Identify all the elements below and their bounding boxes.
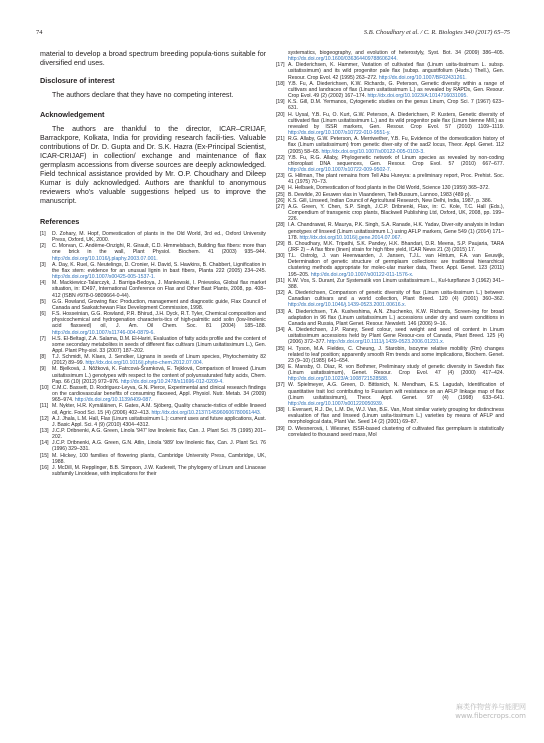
reference-text: K.S. Gill, Linseed, Indian Council of Agricultural Research, New Delhi, India, 1987, p. 386. <box>288 197 493 204</box>
references-list-left <box>40 231 266 477</box>
reference-number: [3] <box>40 261 46 268</box>
reference-number: [10] <box>40 384 49 391</box>
reference-number: [32] <box>276 290 285 297</box>
reference-text: Y.B. Fu, A. Diederichsen, K.W. Richards, G. Peterson, Genetic diversity within a range of cultivars and landraces of flax (Linum usitatissimum L.) as revealed by RAPDs, Gen. Resour. Crop Evol. 49 (2) (2002) 167–174. <box>288 80 504 100</box>
reference-text: A. Diederichsen, K. Hammer, Variation of cultivated flax (Linum usita-tissimum L. subsp. usitatissimum) and its wild progenitor pale flax (subsp. angustifolium (Huds.) Thell.), Gen. Resour. Crop Evol. 42 (1995) 263–272. <box>288 62 504 81</box>
reference-text: A.J. Jhala, L.M. Hall, Flax (Linum usitatissimum L.): current uses and future applications, Aust. J. Basic Appl. Sci. 4 (9) (2010) 4304–4312. <box>52 415 266 428</box>
reference-item <box>40 366 266 384</box>
running-header <box>36 29 510 39</box>
reference-item <box>276 99 504 111</box>
reference-item <box>276 112 504 137</box>
reference-item <box>40 336 266 354</box>
reference-number: [17] <box>276 62 285 69</box>
reference-item <box>276 346 504 364</box>
reference-item <box>276 50 504 62</box>
reference-item <box>276 173 504 185</box>
reference-doi-link[interactable]: http://dx.doi.org/10.1023/A:1008721528588. <box>288 376 389 383</box>
reference-text: F.S. Hosseinian, G.G. Rowland, P.R. Bhirud, J.H. Dyck, R.T. Tyler, Chemical composition and physicochemical and hydrogenation characteris-tics of high-palmitic acid solin (low-linolenic acid flaxseed) oil, J. Am. Oil Chem. Soc. 81 (2004) 185–188. <box>52 311 266 330</box>
reference-text: Y.B. Fu, R.G. Allaby, Phylogenetic network of Linum species as revealed by non-coding chloroplast DNA sequences, Gen. Resour. Crop Evol. 57 (2010) 667–677. <box>288 154 504 167</box>
reference-text: A. Diederichsen, T.A. Kusheshima, A.N. Zhuchenko, K.W. Richards, Screen-ing for broad adaptation in 96 flax (Linum usitatissimum L.) accessions under dry and warm conditions in Canada and Russia, Plant Genet. Resour. Newslett. 146 (2006) 9–16. <box>288 308 504 327</box>
reference-number: [28] <box>276 222 285 229</box>
reference-doi-link[interactable]: http://dx.doi.org/10.1007/s11746-004-0879-6. <box>52 329 155 336</box>
reference-number: [4] <box>40 280 46 287</box>
reference-text: C.M.C. Bassett, D. Rodriguez-Leyva, G.N. Pierce, Experimental and clinical research findings on the cardiovascular benefits of consuming flaxseed, Appl. Physiol. Nutr. Metab. 34 (2009) 965–974. <box>52 384 266 404</box>
reference-number: [31] <box>276 277 285 284</box>
reference-text: M. Hickey, 100 families of flowering plants, Cambridge University Press, Cambridge, UK, 1988. <box>52 452 266 465</box>
reference-text: H. Tyson, M.A. Fieldes, C. Cheung, J. Starobin, Isozyme relative mobility (Rm) changes related to leaf position; apparently smooth Rm trends and some implications, Biochem. Genet. 23 (9–10) (1985) 641–654. <box>288 345 504 364</box>
reference-text: T.J. Schmidt, M. Klaes, J. Sendker, Lignans in seeds of Linum species, Phytochemistry 82 (2012) 89–99. <box>52 354 266 367</box>
reference-number: [26] <box>276 197 285 204</box>
reference-text: A.G. Green, Y. Chen, S.P. Singh, J.C.P. Dribnenki, Flax, in: C. Kole, T.C. Hall (Eds.), Compendium of transgenic crop plants, Blackwell Publishing Ltd, Oxford, UK, 2008, pp. 199–226. <box>288 203 504 223</box>
reference-number: [14] <box>40 440 49 447</box>
reference-item <box>276 327 504 345</box>
reference-number: [19] <box>276 99 285 106</box>
reference-item <box>276 136 504 154</box>
reference-item <box>40 403 266 415</box>
reference-item <box>276 382 504 407</box>
references-list-right <box>276 50 504 438</box>
reference-item <box>276 278 504 290</box>
reference-number: [11] <box>40 403 49 410</box>
reference-doi-link[interactable]: http://dx.doi.org/10.1007/s10722-009-9502-7. <box>288 166 392 173</box>
reference-text: A. Day, K. Ruel, G. Neutelings, D. Cronier, H. David, S. Hawkins, B. Chabbert, Lignification in the flax stem: evidence for an unusual lignin in bast fibers, Planta 222 (2005) 234–245. <box>52 261 266 274</box>
reference-number: [6] <box>40 311 46 318</box>
reference-text: A. Diederichsen, Comparison of genetic diversity of flax (Linum usita-tissimum L.) between Canadian cultivars and a world collection, Plant Breed. 120 (4) (2001) 360–362. <box>288 290 504 303</box>
reference-item <box>40 440 266 452</box>
reference-item <box>276 290 504 308</box>
reference-doi-link[interactable]: http://dx.doi.org/10.1007/s10722-010-9551-y. <box>288 130 391 137</box>
reference-number: [24] <box>276 185 285 192</box>
reference-text: H. Uysal, Y.B. Fu, O. Kurt, G.W. Peterson, A. Diederichsen, P. Kusters, Genetic diversity of cultivated flax (Linum usitatissimum L.) and its wild progenitor pale flax (Linum bienne Mill.) as revealed by ISSR markers, Gen. Resour. Crop Evol. 57 (2010) 1109–1119. <box>288 111 504 130</box>
reference-doi-link[interactable]: http://dx.doi.org/10.1016/j.plaphy.2003.07.001. <box>52 255 158 262</box>
reference-item <box>40 243 266 261</box>
reference-doi-link[interactable]: http://dx.doi.org/10.1007/s00122-011-1576-x. <box>310 271 414 278</box>
reference-text: J. McDill, M. Repplinger, B.B. Simpson, J.W. Kadereit, The phylogeny of Linum and Linaceae subfamily Linoideae, with implications for their <box>52 464 266 478</box>
reference-text: G. Hillman, The plant remains from Tell Abu Hureyra: a preliminary report, Proc. Prehist. Soc. 41 (1975) 70–73. <box>288 173 504 186</box>
reference-item <box>276 426 504 438</box>
reference-number: [16] <box>40 464 49 471</box>
reference-text: G.G. Rowland, Growing flax: Production, management and diagnostic guide, Flax Council of Canada and Saskatchewan Flax Development Commission, 1998. <box>52 298 266 311</box>
reference-item <box>40 280 266 298</box>
reference-item <box>40 354 266 366</box>
reference-text: C. Morvan, C. Andème-Onzighi, R. Girault, C.D. Himmelsbach, Building flax fibers: more than one brick in the wall, Plant Physiol. Biochem. 41 (2003) 935–944. <box>52 243 266 256</box>
reference-text: B. Choudhary, M.K. Tripathi, S.K. Pandey, H.K. Bhandari, D.R. Meena, S.P. Paujaria, TARA (JRF 2) – A flax fibre (linen) strain for high fibre yield, ICAR News 21 (3) (2015) 17. <box>288 240 504 253</box>
reference-doi-link[interactable]: http://dx.doi.org/10.1016/j.phyto-chem.2012.07.004. <box>85 360 204 367</box>
reference-item <box>40 311 266 336</box>
reference-item <box>40 231 266 243</box>
reference-text: T.L. Ostrolg, J. van Heerwaarden, J. Jansen, T.J.L. van Hintum, F.A. van Eeuwijk, Determination of genetic structure of germplasm collections: are traditional hierarchical clustering methods appropriate for molec-ular marker data, Theor. Appl. Genet. 123 (2011) 195–205. <box>288 253 504 278</box>
reference-item <box>40 299 266 311</box>
reference-item <box>276 309 504 327</box>
reference-number: [34] <box>276 327 285 334</box>
reference-item <box>276 155 504 173</box>
reference-item <box>40 262 266 280</box>
reference-text: H. Helbaek, Domestication of food plants in the Old World, Science 130 (1959) 365–372. <box>288 185 490 192</box>
reference-doi-link[interactable]: http://dx.doi.org/10.2478/s11696-012-0209-4. <box>120 378 224 385</box>
reference-text: I. Everaert, R.J. De, L.M. De, W.J. Van, B.E. Van, Most similar variety grouping for distinctness evaluation of flax and linseed (Linum usita-tissimum L.) varieties by means of AFLP and morphological data, Plant Var. Seed 14 (2) (2001) 69–87. <box>288 407 504 426</box>
reference-item <box>40 465 266 477</box>
reference-text: D. Wiesnerová, I. Wiesner, ISSR-based clustering of cultivated flax germplasm is statistically correlated to thousand seed mass, Mol <box>288 425 504 438</box>
reference-item <box>276 62 504 80</box>
watermark <box>455 703 526 721</box>
reference-text: W. Spielmeyer, A.G. Green, D. Bittisnich, N. Mendham, E.S. Lagudah, Identification of quantitative trait loci contributing to Fusarium wilt resistance on an AFLP linkage map of flax (Linum usitatissimum), Theor. Appl. Genet. 97 (4) (1998) 633–641. <box>288 382 504 401</box>
reference-text: J.C.P. Dribnenki, A.G. Green, Linola '947' low linolenic flax, Can. J. Plant Sci. 75 (1995) 201–202. <box>52 428 266 441</box>
reference-doi-link[interactable]: http://dx.doi.org/10.1007/s00122-005-0103-3. <box>321 148 425 155</box>
reference-text: R.G. Allaby, G.W. Peterson, A. Merriwether, Y.B. Fu, Evidence of the domestication history of flax (Linum usitatissimum) from genetic diver-sity of the sad2 locus, Theor. Appl. Genet. 112 (2005) 58–65. <box>288 136 504 155</box>
right-column <box>276 50 504 438</box>
reference-text: A. Diederichsen, J.P. Raney, Seed colour, seed weight and seed oil content in Linum usitatissimum accessions held by Plant Gene Resour-ces of Canada, Plant Breed. 125 (4) (2006) 372–377. <box>288 327 504 346</box>
reference-doi-link[interactable]: http://dx.doi.org/10.1600/036364409788606244. <box>288 56 398 63</box>
reference-item <box>276 81 504 99</box>
reference-number: [23] <box>276 173 285 180</box>
watermark-line-1: 麻类作物营养与能肥网 <box>456 703 526 711</box>
journal-citation: S.B. Choudhary et al. / C. R. Biologies 340 (2017) 65–75 <box>363 29 510 36</box>
reference-text: K.S. Gill, D.M. Yermanos, Cytogenetic studies on the genus Linum, Crop Sci. 7 (1967) 623–631. <box>288 99 504 112</box>
reference-doi-link[interactable]: http://dx.doi.org/10.1007/s00425-005-1537-1. <box>52 274 156 281</box>
reference-number: [38] <box>276 407 285 414</box>
reference-item <box>40 428 266 440</box>
reference-number: [25] <box>276 191 285 198</box>
reference-number: [39] <box>276 425 285 432</box>
reference-number: [29] <box>276 240 285 247</box>
reference-number: [30] <box>276 253 285 260</box>
reference-number: [9] <box>40 366 46 373</box>
reference-text: D. Zohary, M. Hopf, Domestication of plants in the Old World, 3rd ed., Oxford University Press, Oxford, UK, 2000. <box>52 231 266 244</box>
reference-number: [15] <box>40 452 49 459</box>
reference-number: [5] <box>40 298 46 305</box>
reference-item <box>276 253 504 278</box>
reference-number: [21] <box>276 136 285 143</box>
reference-number: [2] <box>40 243 46 250</box>
reference-number: [37] <box>276 382 285 389</box>
reference-text: B. Dewilde, 20 Eeuwen vlas in Vlaanderen, Tielt-Bussum, Lannoo, 1983 (489 p). <box>288 191 471 198</box>
reference-text: I.A. Chandrawat, R. Maurya, P.K. Singh, S.A. Ranade, H.K. Yadav, Diver-sity analysis in Indian genotypes of linseed (Linum usitatissimum L.) using AFLP markers, Gene 549 (1) (2014) 171–178. <box>288 222 504 241</box>
reference-doi-link[interactable]: http://dx.doi.org/10.1139/H09-087. <box>74 397 153 404</box>
reference-item <box>276 241 504 253</box>
reference-number: [18] <box>276 80 285 87</box>
reference-number: [33] <box>276 308 285 315</box>
reference-text: M. Bjelková, J. Nôžková, K. Fatrcová-Šramková, E. Tejklová, Comparison of linseed (Linum usitatissimum L.) genotypes with respect to the content of polyunsaturated fatty acids, Chem. Pap. 66 (10) (2012) 972–976. <box>52 366 266 385</box>
page-number: 74 <box>36 29 43 36</box>
references-title: References <box>40 217 80 226</box>
acknowledgement-text: The authors are thankful to the director, ICAR–CRIJAF, Barrackpore, Kolkata, India for providing research facili-ties. Valuable contributions of Dr. D. Gupta and Dr. S.K. Hazra (Ex-Principal Scientist, ICAR-CRIJAF) in collection/ exchange and maintenance of flax germplasm accessions from diverse sources are deeply acknowledged. Field technical assistance provided by Mr. O.P. Choudhary and Dileep Kumar is duly acknowledged. Authors are thankful to anonymous reviewers who's valuable suggestions helped us to improve the manuscript. <box>40 125 266 205</box>
reference-doi-link[interactable]: http://dx.doi.org/10.1007/BF02431261. <box>378 74 467 81</box>
reference-doi-link[interactable]: http://dx.doi.org/10.1111/j.1439-0523.2006.01231.x. <box>327 339 445 346</box>
reference-number: [8] <box>40 354 46 361</box>
intro-paragraph: material to develop a broad spectrum breeding popula-tions suitable for diversified end uses. <box>40 50 266 67</box>
reference-number: [36] <box>276 363 285 370</box>
reference-text: H.S. El-Beltagi, Z.A. Salama, D.M. El-Hariri, Evaluation of fatty acids profile and the content of some secondary metabolites in seeds of different flax cultivars (Linum usitatissimum L.), Gen. Appl. Plant Phy-siol. 33 (2007) 187–202. <box>52 335 266 354</box>
reference-number: [22] <box>276 154 285 161</box>
reference-item <box>276 204 504 222</box>
reference-number: [27] <box>276 203 285 210</box>
disclosure-text: The authors declare that they have no competing interest. <box>52 91 234 99</box>
acknowledgement-title: Acknowledgement <box>40 110 105 119</box>
reference-doi-link[interactable]: http://dx.doi.org/10.2137/145960606780061443. <box>151 409 262 416</box>
reference-text: K.W. Vos, S. Durant, Zur Systematik von Linum usitatissimum L., Kul-turpflanze 3 (1962) 341–388. <box>288 277 504 290</box>
reference-item <box>40 453 266 465</box>
watermark-line-2: www.fibercrops.com <box>455 712 526 720</box>
reference-doi-link[interactable]: http://dx.doi.org/10.1046/j.1439-0523.2001.00616.x. <box>288 302 407 309</box>
reference-text: J.C.P. Dribnenki, A.G. Green, G.N. Atlin, Linola '989' low linolenic flax, Can. J. Plant Sci. 76 (1996) 329–331. <box>52 440 266 453</box>
reference-number: [1] <box>40 231 46 237</box>
left-column <box>40 50 266 477</box>
reference-text: M. Mackiewicz-Talarczyk, J. Barriga-Bedoya, J. Mankowski, I. Pniewska, Global flax market situation, in: ID497, International Conference on Flax and Other Bast Plants, 2008, pp. 408–412 (ISBN #978-0-9809664-0-44). <box>52 280 266 299</box>
reference-item <box>276 364 504 382</box>
reference-item <box>40 416 266 428</box>
disclosure-title: Disclosure of interest <box>40 76 115 85</box>
reference-doi-link[interactable]: http://dx.doi.org/10.1007/s001220050939. <box>288 400 384 407</box>
reference-number: [35] <box>276 345 285 352</box>
reference-number: [13] <box>40 428 49 434</box>
reference-item <box>40 385 266 403</box>
reference-item <box>276 222 504 240</box>
reference-doi-link[interactable]: http://dx.doi.org/10.1016/j.gene.2014.07.067. <box>299 234 402 241</box>
reference-doi-link[interactable]: http://dx.doi.org/10.1023/A:1014716031095. <box>367 93 468 100</box>
reference-text: M. Nykter, H.R. Kymäläinen, F. Gates, A.M. Sjöberg, Quality characte-ristics of edible linseed oil, Agric. Food Sci. 15 (4) (2006) 402–413. <box>52 403 266 416</box>
reference-number: [12] <box>40 415 49 422</box>
reference-number: [7] <box>40 335 46 342</box>
reference-item <box>276 407 504 425</box>
reference-text: systematics, biogeography, and evolution of heterostyly, Syst. Bot. 34 (2009) 386–405. <box>288 50 504 56</box>
reference-text: E. Mansby, O. Díaz, R. von Bothmer, Preliminary study of genetic diversity in Swedish flax (Linum usitatissimum), Genet. Resour. Crop Evol. 47 (4) (2000) 417–424. <box>288 363 504 377</box>
reference-number: [20] <box>276 111 285 118</box>
